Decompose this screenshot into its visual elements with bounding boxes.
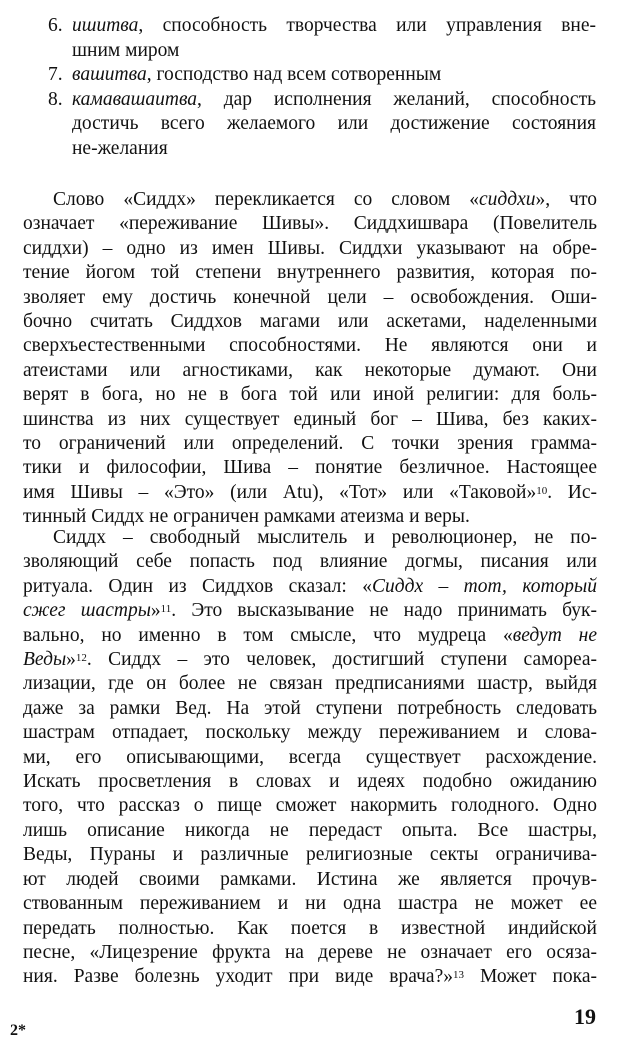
signature-mark: 2* [10,1022,26,1039]
list-number: 8. [48,88,63,110]
footnote-ref: 13 [453,969,464,982]
footnote-ref: 11 [160,603,172,616]
footnote-ref: 12 [75,652,87,665]
list-number: 7. [48,64,63,85]
paragraph-2: Сиддх – свободный мыслитель и революционер, не по- зволяющий себе попасть под влияние догмы, писания или ритуала. Один из Сиддхов сказал: «Сиддх – тот, который сжег шастры»$^{11}$. Это высказывание не надо принимать бук- вально, но именно в том смысле, что мудреца «ведут не Веды»$^{12}$. Сиддх – это человек, достигший ступени самореа- лизации, где он более не связан предписаниями шастр, выйдя даже за рамки Вед. На этой ступени потребность следовать шастрам отпадает, поскольку между переживанием и слова- ми, его описывающими, всегда существует расхождение. Искать просветления в словах и идеях подобно ожиданию того, что рассказ о пище сможет накормить голодного. Одно лишь описание никогда не передаст опыта. Все шастры, Веды, Пураны и различные религиозные секты ограничива- ют людей своими рамками. Истина же является прочув- ствованным переживанием и ни одна шастра не может ее передать полностью. Как поется в известной индийской песне, «Лицезрение фрукта на дереве не означает его осяза- ния. Разве болезнь уходит при виде врача?»$^{13}$ Может пока- [23,527,598,988]
list-item: 6. ишитва, способность творчества или управления вне- шним миром [48,14,596,63]
list-number: 6. [48,15,63,36]
paragraph-1: Слово «Сиддх» перекликается со словом «сиддхи», что означает «переживание Шивы». Сиддхишвара (Повелитель сиддхи) – одно из имен Шивы. Сиддхи указывают на обре- тение йогом той степени внутреннего развития, которая по- зволяет ему достичь конечной цели – освобождения. Оши- бочно считать Сиддхов магами или аскетами, наделенными сверхъестественными способностями. Не являются они и атеистами или агностиками, как некоторые думают. Они верят в бога, но не в бога той или иной религии: для боль- шинства из них существует единый бог – Шива, без каких- то ограничений или определений. С точки зрения грамма- тики и философии, Шива – понятие безличное. Настоящее имя Шивы – «Это» (или Atu), «Тот» или «Таковой»$^{10}$. Ис- тинный Сиддх не ограничен рамками атеизма и веры. [23,189,598,528]
page-number: 19 [574,1004,596,1029]
list-term: камавашаитва [72,88,198,110]
list-term: ишитва [72,15,139,36]
list-item: 8. камавашаитва, дар исполнения желаний, способность достичь всего желаемого или достижение состояния не-желания [48,88,596,162]
footnote-ref: 10 [536,484,548,497]
siddhi-list [48,14,596,161]
list-item: 7. вашитва, господство над всем сотворенным [48,63,596,88]
list-term: вашитва [72,64,147,85]
